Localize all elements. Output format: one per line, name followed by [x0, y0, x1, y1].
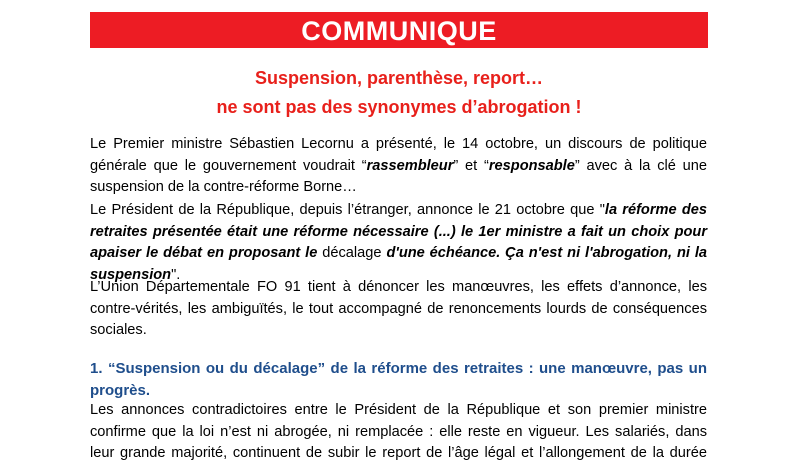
emphasis-rassembleur: rassembleur: [366, 157, 454, 174]
section-1-heading-line-1: 1. “Suspension ou du décalage” de la réforme des retraites : une manœuvre, pas un: [90, 360, 707, 377]
paragraph-1: [90, 134, 707, 199]
quote-emphasis: d'une échéance. Ça n'est ni l'abrogation, ni la: [386, 245, 707, 261]
subtitle-line-2: ne sont pas des synonymes d’abrogation !: [216, 97, 582, 117]
text-run: ” avec à la clé une: [574, 157, 708, 174]
text-run: ".: [171, 266, 181, 283]
paragraph-1-line-2: [90, 156, 707, 178]
paragraph-3-line-2: contre-vérités, les ambiguïtés, le tout accompagné de renoncements lourds de conséquences: [90, 300, 707, 317]
text-run: décalage: [317, 245, 387, 261]
paragraph-4-line-1: Les annonces contradictoires entre le Président de la République et son premier ministre: [90, 402, 707, 418]
communique-banner: COMMUNIQUE: [90, 12, 708, 48]
paragraph-1-line-1: Le Premier ministre Sébastien Lecornu a présenté, le 14 octobre, un discours de politique: [90, 136, 707, 152]
quote-emphasis: suspension: [90, 266, 172, 283]
paragraph-4: [90, 400, 707, 465]
section-1-heading-line-2: progrès.: [90, 381, 151, 399]
paragraph-4-line-3: leur grande majorité, continuent de subir le report de l’âge légal et l’allongement de la durée: [90, 445, 707, 461]
paragraph-4-line-2: confirme que la loi n’est ni abrogée, ni remplacée : elle reste en vigueur. Les salariés, dans: [90, 423, 707, 440]
emphasis-responsable: responsable: [488, 157, 575, 174]
paragraph-1-line-3: suspension de la contre-réforme Borne…: [90, 179, 357, 195]
quote-emphasis: apaiser le débat en proposant le: [90, 245, 318, 261]
paragraph-2-line-2: retraites présentée était une réforme nécessaire (...) le 1er ministre a fait un choix pour: [90, 223, 707, 240]
text-run: générale que le gouvernement voudrait “: [90, 157, 367, 174]
text-run: Le Président de la République, depuis l’étranger, annonce le 21 octobre que ": [90, 202, 605, 218]
subtitle-line-1: Suspension, parenthèse, report…: [254, 68, 544, 88]
paragraph-2: [90, 200, 707, 286]
paragraph-3: [90, 277, 707, 342]
section-1-heading: [90, 358, 707, 401]
quote-emphasis: la réforme des: [604, 202, 707, 218]
paragraph-3-line-1: L’Union Départementale FO 91 tient à dénoncer les manœuvres, les effets d’annonce, les: [90, 279, 707, 295]
document-subtitle: [90, 64, 708, 122]
paragraph-2-line-3: [90, 243, 707, 265]
paragraph-2-line-1: [90, 200, 707, 222]
paragraph-3-line-3: sociales.: [90, 322, 147, 338]
text-run: ” et “: [453, 157, 489, 174]
